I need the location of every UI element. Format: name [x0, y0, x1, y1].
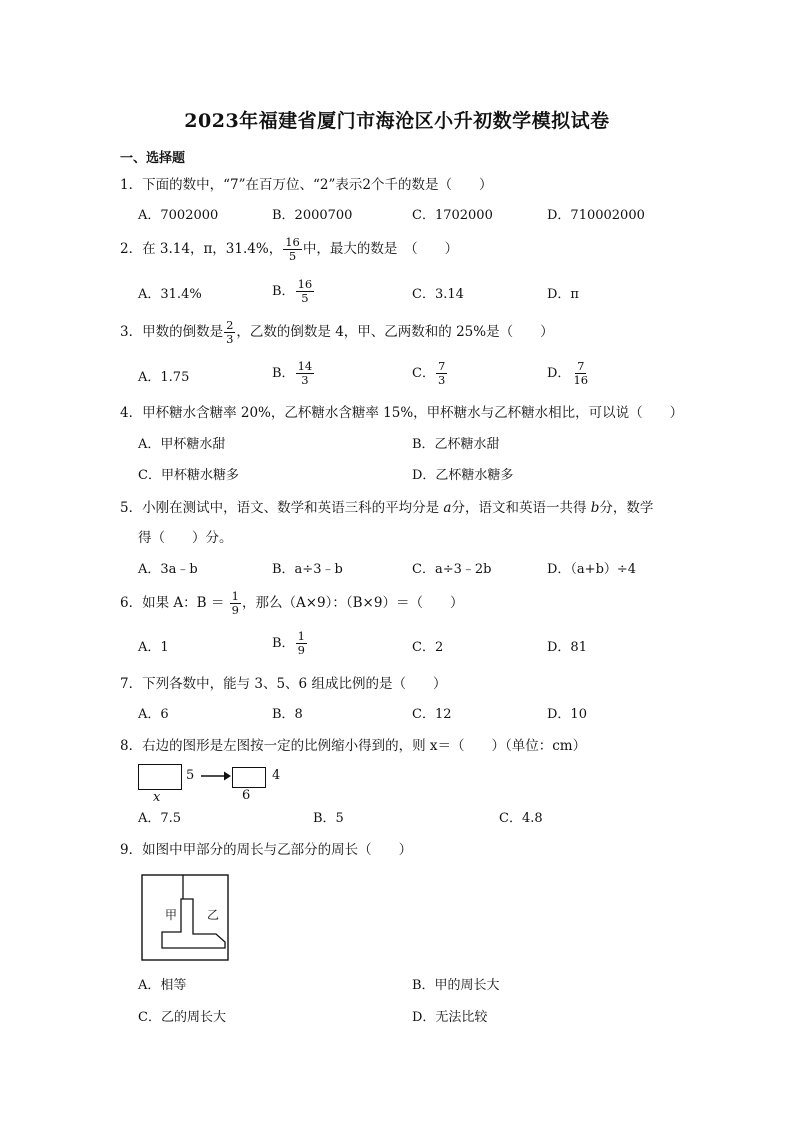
question-8: 8．右边的图形是左图按一定的比例缩小得到的，则 x＝（ ）（单位：cm）	[120, 738, 587, 754]
right-rectangle	[232, 767, 266, 788]
q9-option-a: A．相等	[138, 978, 187, 993]
question-3: 3．甲数的倒数是 $\frac{2}{3}$ ，乙数的倒数是 4，甲、乙两数和的 25%是（ ）	[120, 318, 554, 346]
q5-option-a: A．3a﹣b	[138, 562, 198, 577]
question-1: 1．下面的数中，“7”在百万位、“2”表示2个千的数是（ ）	[120, 177, 493, 193]
q9-option-b: B．甲的周长大	[412, 978, 500, 993]
q3-option-c: C． $\frac{7}{3}$	[412, 359, 446, 387]
right-rect-side-label: 4	[272, 768, 281, 783]
question-6: 6．如果 A：B ＝ $\frac{1}{9}$ ，那么（A×9）：（B×9）＝（ ）	[120, 589, 464, 617]
q2-option-b: B． $\frac{16}{5}$	[272, 277, 313, 305]
left-rect-side-label: 5	[186, 768, 195, 783]
question-7: 7．下列各数中，能与 3、5、6 组成比例的是（ ）	[120, 676, 447, 692]
left-rect-bottom-label: x	[153, 790, 161, 805]
left-rectangle	[138, 764, 182, 790]
q9-option-c: C．乙的周长大	[138, 1010, 226, 1025]
q6-option-a: A．1	[138, 640, 169, 655]
section-heading: 一、选择题	[120, 151, 186, 166]
q8-option-c: C．4.8	[499, 811, 543, 826]
question-5-line1: 5．小刚在测试中，语文、数学和英语三科的平均分是 a分，语文和英语一共得 b分，数学	[120, 500, 654, 516]
q2-option-c: C．3.14	[412, 287, 464, 302]
fraction: $\frac{16}{5}$	[297, 277, 313, 305]
fraction: $\frac{16}{5}$	[285, 235, 300, 263]
q1-option-d: D．710002000	[547, 208, 645, 223]
arrow-right-icon	[200, 770, 232, 782]
region-jia-label: 甲	[165, 908, 178, 922]
scale-figure	[136, 762, 296, 808]
question-9: 9．如图中甲部分的周长与乙部分的周长（ ）	[120, 842, 413, 858]
perimeter-figure	[141, 874, 229, 962]
q4-option-b: B．乙杯糖水甜	[412, 437, 500, 452]
q7-option-a: A．6	[138, 707, 169, 722]
q1-option-b: B．2000700	[272, 208, 353, 223]
q4-option-a: A．甲杯糖水甜	[138, 437, 226, 452]
q4-option-c: C．甲杯糖水糖多	[138, 468, 239, 483]
q7-option-c: C．12	[412, 707, 452, 722]
fraction: $\frac{14}{3}$	[297, 359, 313, 387]
q1-option-a: A．7002000	[138, 208, 219, 223]
q2-option-d: D．π	[547, 287, 579, 302]
q6-option-b: B． $\frac{1}{9}$	[272, 629, 305, 657]
fraction: $\frac{1}{9}$	[297, 629, 305, 657]
q1-option-c: C．1702000	[412, 208, 493, 223]
q2-option-a: A．31.4%	[138, 287, 202, 302]
fraction: $\frac{7}{3}$	[437, 359, 446, 387]
q6-option-d: D．81	[547, 640, 587, 655]
q3-option-a: A．1.75	[138, 370, 190, 385]
q8-option-b: B．5	[313, 811, 344, 826]
q3-option-b: B． $\frac{14}{3}$	[272, 359, 313, 387]
q3-option-d: D． $\frac{7}{16}$	[547, 359, 589, 387]
question-4: 4．甲杯糖水含糖率 20%，乙杯糖水含糖率 15%，甲杯糖水与乙杯糖水相比，可以说（ ）	[120, 405, 684, 421]
fraction: $\frac{1}{9}$	[231, 589, 239, 617]
page-title: 2023年福建省厦门市海沧区小升初数学模拟试卷	[184, 110, 610, 132]
q7-option-d: D．10	[547, 707, 587, 722]
q9-option-d: D．无法比较	[412, 1010, 488, 1025]
q6-option-c: C．2	[412, 640, 444, 655]
q8-option-a: A．7.5	[138, 811, 182, 826]
question-5-line2: 得（ ）分。	[138, 530, 233, 546]
q5-option-b: B．a÷3﹣b	[272, 562, 343, 577]
q4-option-d: D．乙杯糖水糖多	[412, 468, 514, 483]
fraction: $\frac{7}{16}$	[573, 359, 589, 387]
fraction: $\frac{2}{3}$	[226, 318, 234, 346]
region-yi-label: 乙	[207, 908, 220, 922]
q5-option-c: C．a÷3﹣2b	[412, 562, 492, 577]
question-2: 2．在 3.14，π，31.4%， $\frac{16}{5}$ 中，最大的数是 （ ）	[120, 235, 459, 263]
q5-option-d: D．（a+b）÷4	[547, 562, 637, 577]
right-rect-bottom-label: 6	[242, 788, 251, 803]
q7-option-b: B．8	[272, 707, 303, 722]
